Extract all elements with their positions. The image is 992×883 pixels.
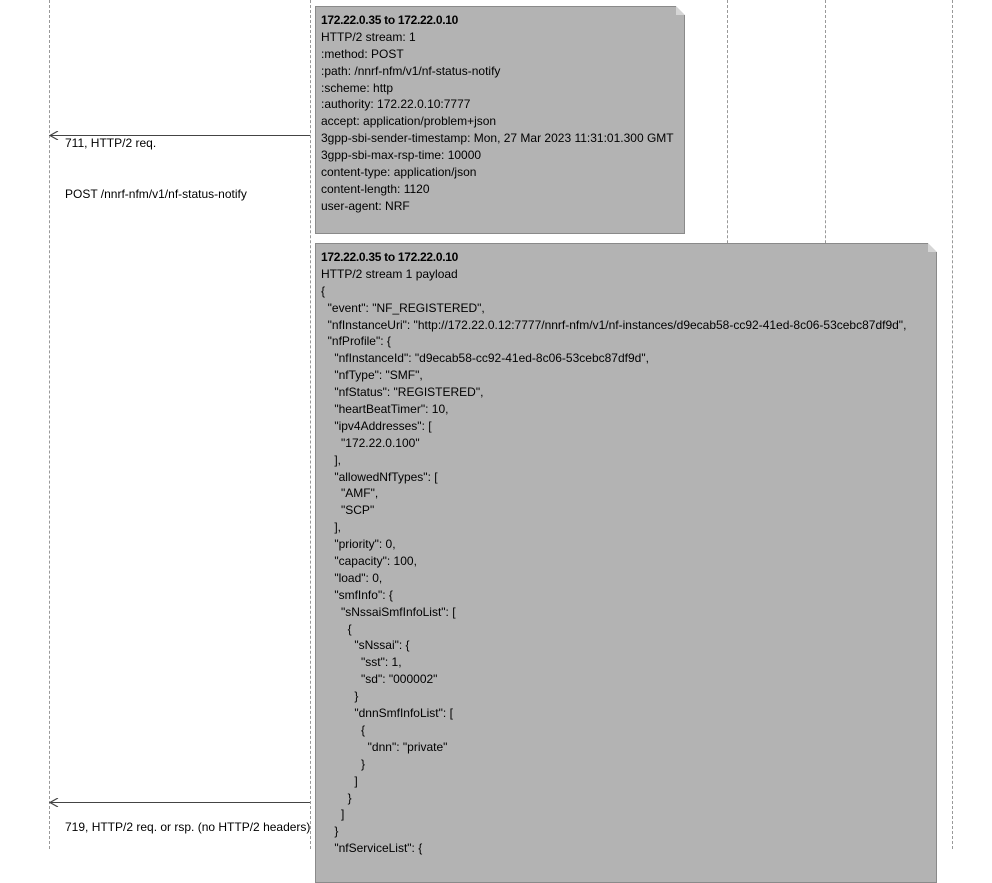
http2-headers-note [315, 6, 685, 234]
note-line: { [321, 621, 352, 636]
note-line: "nfStatus": "REGISTERED", [321, 385, 484, 400]
note-line: } [321, 824, 339, 839]
note-line: "heartBeatTimer": 10, [321, 402, 449, 417]
message-arrow[interactable] [50, 802, 310, 803]
note-line: :method: POST [321, 46, 404, 61]
note-line: 3gpp-sbi-sender-timestamp: Mon, 27 Mar 2023 11:31:01.300 GMT [321, 131, 674, 146]
note-line: "smfInfo": { [321, 587, 393, 602]
note-line: HTTP/2 stream 1 payload [321, 266, 458, 281]
note-line: "nfInstanceId": "d9ecab58-cc92-41ed-8c06-53cebc87df9d", [321, 351, 649, 366]
note-line: :authority: 172.22.0.10:7777 [321, 97, 471, 112]
note-line: "sd": "000002" [321, 672, 438, 687]
message-label [65, 101, 247, 220]
note-line: ] [321, 807, 345, 822]
note-title: 172.22.0.35 to 172.22.0.10 [321, 13, 458, 27]
note-line: ], [321, 520, 342, 535]
lifeline-5 [952, 0, 953, 849]
note-line: } [321, 756, 366, 771]
note-line: "nfProfile": { [321, 334, 391, 349]
note-line: { [321, 722, 366, 737]
note-body [321, 29, 679, 215]
message-label-line: POST /nnrf-nfm/v1/nf-status-notify [65, 187, 247, 201]
note-line: :path: /nnrf-nfm/v1/nf-status-notify [321, 63, 501, 78]
note-line: "sNssaiSmfInfoList": [ [321, 604, 456, 619]
note-line: "sNssai": { [321, 638, 410, 653]
note-line: "SCP" [321, 503, 375, 518]
note-line: "event": "NF_REGISTERED", [321, 300, 485, 315]
note-line: "priority": 0, [321, 537, 396, 552]
note-line: "load": 0, [321, 570, 383, 585]
note-line: accept: application/problem+json [321, 114, 497, 129]
note-line: "AMF", [321, 486, 379, 501]
note-line: "nfServiceList": { [321, 841, 423, 856]
note-title: 172.22.0.35 to 172.22.0.10 [321, 250, 458, 264]
note-line: "172.22.0.100" [321, 435, 420, 450]
note-line: ] [321, 773, 358, 788]
note-line: "dnn": "private" [321, 739, 448, 754]
note-line: "capacity": 100, [321, 554, 417, 569]
lifeline-1 [49, 0, 50, 849]
message-label-line: 711, HTTP/2 req. [65, 136, 157, 150]
note-line: } [321, 689, 359, 704]
note-line: HTTP/2 stream: 1 [321, 29, 416, 44]
note-fold-icon [928, 243, 937, 252]
note-line: "allowedNfTypes": [ [321, 469, 438, 484]
note-line: content-length: 1120 [321, 181, 430, 196]
note-line: ], [321, 452, 342, 467]
note-line: "sst": 1, [321, 655, 402, 670]
note-line: 3gpp-sbi-max-rsp-time: 10000 [321, 148, 482, 163]
note-line: } [321, 790, 352, 805]
note-line: content-type: application/json [321, 165, 477, 180]
message-label-line: 719, HTTP/2 req. or rsp. (no HTTP/2 headers) [65, 820, 311, 834]
note-line: { [321, 283, 326, 298]
note-line: "nfInstanceUri": "http://172.22.0.12:7777/nnrf-nfm/v1/nf-instances/d9ecab58-cc92-41ed-8c06-53cebc87df9d", [321, 317, 907, 332]
lifeline-2 [310, 0, 311, 849]
note-fold-icon [676, 6, 685, 15]
message-arrow[interactable] [50, 135, 310, 136]
note-line: :scheme: http [321, 80, 394, 95]
note-body [321, 266, 931, 857]
note-line: "dnnSmfInfoList": [ [321, 706, 453, 721]
note-line: "ipv4Addresses": [ [321, 418, 432, 433]
note-line: user-agent: NRF [321, 198, 410, 213]
http2-payload-note [315, 243, 937, 883]
note-line: "nfType": "SMF", [321, 368, 423, 383]
message-label [65, 785, 310, 853]
